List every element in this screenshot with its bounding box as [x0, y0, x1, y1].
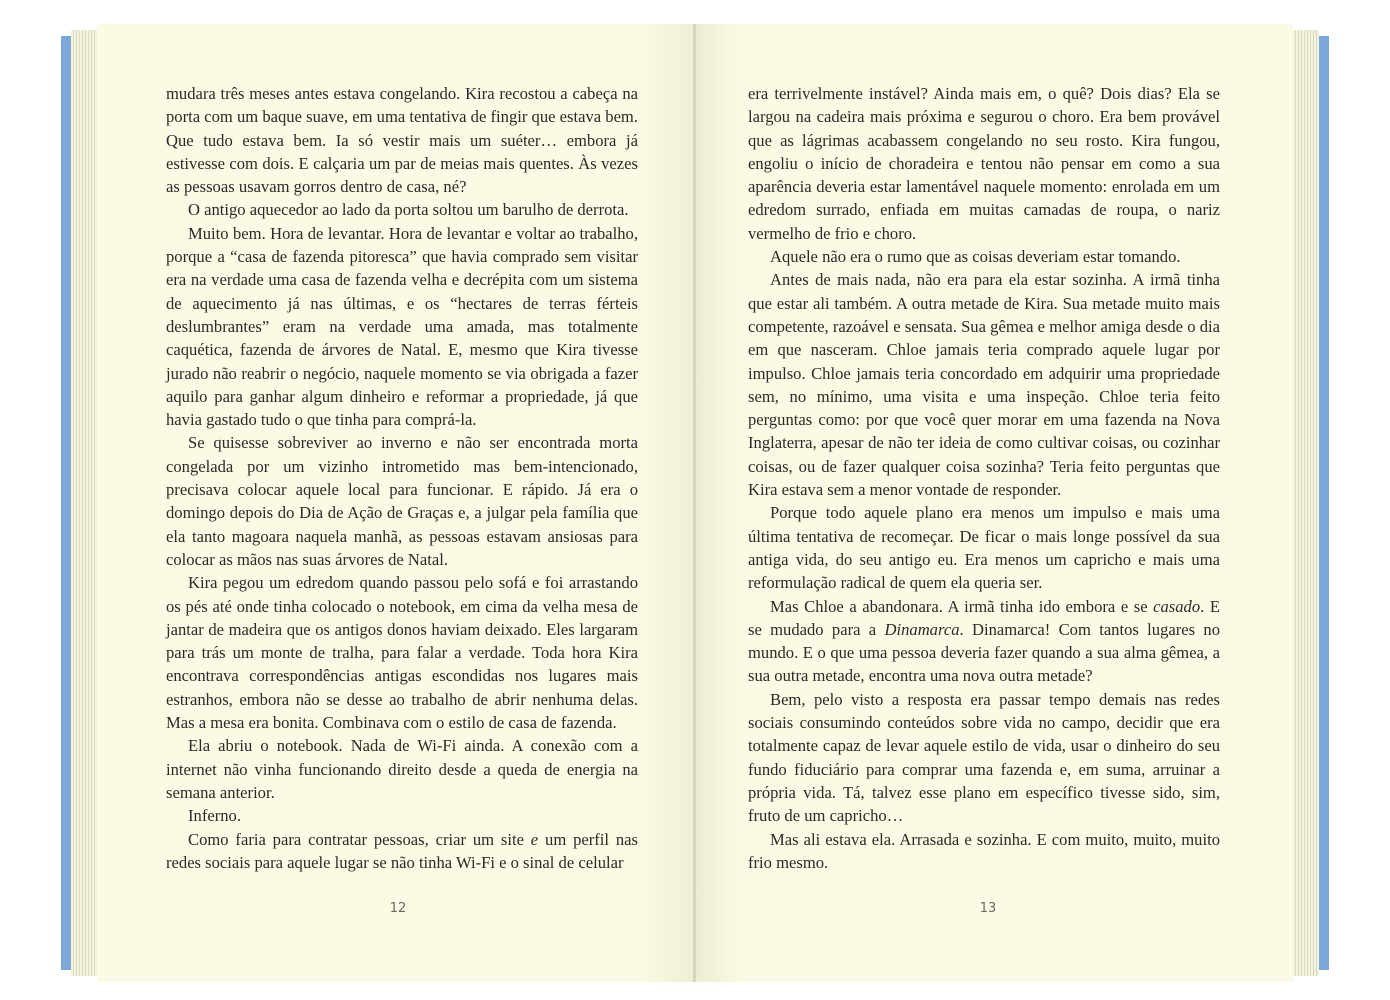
italic-text: casado — [1153, 596, 1201, 616]
paragraph — [166, 828, 638, 875]
text-segment: Mas Chloe a abandonara. A irmã tinha ido embora e se — [770, 596, 1154, 616]
paragraph — [748, 688, 1220, 828]
paragraph — [166, 82, 638, 198]
page-stack-right — [1293, 30, 1319, 976]
paragraph — [166, 571, 638, 734]
text-segment: era terrivelmente instável? Ainda mais em, o quê? Dois dias? Ela se largou na cadeira mais próxima e segurou o choro. Era bem provável que as lágrimas acabassem congelando no seu rosto. Kira fungou, engoliu o início de choradeira e tentou não pensar em como a sua aparência deveria estar lamentável naquele momento: enrolada em um edredom surrado, enfiada em muitas camadas de roupa, o nariz vermelho de frio e choro. — [748, 84, 1220, 243]
paragraph — [166, 734, 638, 804]
left-page-text — [166, 82, 638, 874]
paragraph — [166, 804, 638, 827]
paragraph — [748, 82, 1220, 245]
paragraph — [166, 222, 638, 432]
text-segment: Mas ali estava ela. Arrasada e sozinha. E com muito, muito, muito frio mesmo. — [748, 829, 1220, 872]
text-segment: Como faria para contratar pessoas, criar um site — [188, 829, 531, 849]
italic-text: e — [530, 829, 539, 849]
page-number-right: 13 — [979, 901, 997, 916]
paragraph — [166, 198, 638, 221]
book-cover-left-edge — [61, 36, 71, 970]
paragraph — [748, 501, 1220, 594]
page-stack-left — [71, 30, 97, 976]
text-segment: Kira pegou um edredom quando passou pelo sofá e foi arrastando os pés até onde tinha colocado o notebook, em cima da velha mesa de jantar de madeira que os antigos donos haviam deixado. Eles largaram para trás um monte de tralha, para falar a verdade. Toda hora Kira encontrava correspondências antigas escondidas nos lugares mais estranhos, embora não se desse ao trabalho de abrir nenhuma delas. Mas a mesa era bonita. Combinava com o estilo de casa de fazenda. — [166, 573, 638, 733]
text-segment: O antigo aquecedor ao lado da porta soltou um barulho de derrota. — [188, 200, 629, 220]
text-segment: um perfil nas redes sociais para aquele lugar se não tinha Wi-Fi e o sinal de celular — [166, 829, 638, 872]
paragraph — [748, 828, 1220, 875]
text-segment: Muito bem. Hora de levantar. Hora de levantar e voltar ao trabalho, porque a “casa de fazenda pitoresca” que havia comprado sem visitar era na verdade uma casa de fazenda velha e decrépita com um sistema de aquecimento já nas últimas, e os “hectares de terras férteis deslumbrantes” eram na verdade uma amada, mas totalmente caquética, fazenda de árvores de Natal. E, mesmo que Kira tivesse jurado não reabrir o negócio, naquele momento se via obrigada a fazer aquilo para ganhar algum dinheiro e reformar a propriedade, já que havia gastado tudo o que tinha para comprá-la. — [166, 223, 638, 430]
book-gutter — [693, 24, 696, 982]
paragraph — [748, 595, 1220, 688]
italic-text: Dinamarca — [884, 619, 960, 639]
paragraph — [166, 431, 638, 571]
text-segment: Inferno. — [188, 806, 241, 826]
text-segment: . E se mudado para a — [748, 596, 1220, 639]
text-segment: Porque todo aquele plano era menos um impulso e mais uma última tentativa de recomeçar. De ficar o mais longe possível da sua antiga vida, do seu antigo eu. Era menos um capricho e mais uma reformulação radical de quem ela queria ser. — [748, 503, 1220, 593]
text-segment: . Dinamarca! Com tantos lugares no mundo. E o que uma pessoa deveria fazer quando a sua alma gêmea, a sua outra metade, encontra uma nova outra metade? — [748, 619, 1221, 686]
text-segment: Se quisesse sobreviver ao inverno e não ser encontrada morta congelada por um vizinho intrometido mas bem-intencionado, precisava colocar aquele local para funcionar. E rápido. Já era o domingo depois do Dia de Ação de Graças e, a julgar pela família que ela tanto magoara naquela manhã, as pessoas estavam ansiosas para colocar as mãos nas suas árvores de Natal. — [166, 433, 638, 569]
text-segment: Bem, pelo visto a resposta era passar tempo demais nas redes sociais consumindo conteúdos sobre vida no campo, decidir que era totalmente capaz de levar aquele estilo de vida, usar o dinheiro do seu fundo fiduciário para comprar uma fazenda e, em suma, arruinar a própria vida. Tá, talvez esse plano em específico tivesse sido, sim, fruto de um capricho… — [748, 689, 1220, 826]
text-segment: Aquele não era o rumo que as coisas deveriam estar tomando. — [770, 247, 1181, 267]
paragraph — [748, 268, 1220, 501]
text-segment: Ela abriu o notebook. Nada de Wi-Fi ainda. A conexão com a internet não vinha funcionando direito desde a queda de energia na semana anterior. — [166, 736, 638, 802]
right-page-text — [748, 82, 1220, 874]
book-cover-right-edge — [1319, 36, 1329, 970]
paragraph — [748, 245, 1220, 268]
text-segment: Antes de mais nada, não era para ela estar sozinha. A irmã tinha que estar ali também. A outra metade de Kira. Sua metade muito mais competente, razoável e sensata. Sua gêmea e melhor amiga desde o dia em que nasceram. Chloe jamais teria comprado aquele lugar por impulso. Chloe jamais teria concordado em adquirir uma propriedade sem, no mínimo, uma visita e uma inspeção. Chloe teria feito perguntas como: por que você quer morar em uma fazenda na Nova Inglaterra, apesar de não ter ideia de como cultivar coisas, ou cozinhar coisas, ou de fazer qualquer coisa sozinha? Teria feito perguntas que Kira estava sem a menor vontade de responder. — [748, 270, 1220, 500]
text-segment: mudara três meses antes estava congelando. Kira recostou a cabeça na porta com um baque suave, em uma tentativa de fingir que estava bem. Que tudo estava bem. Ia só vestir mais um suéter… embora já estivesse com dois. E calçaria um par de meias mais quentes. Às vezes as pessoas usavam gorros dentro de casa, né? — [166, 84, 638, 197]
page-number-left: 12 — [389, 901, 407, 916]
